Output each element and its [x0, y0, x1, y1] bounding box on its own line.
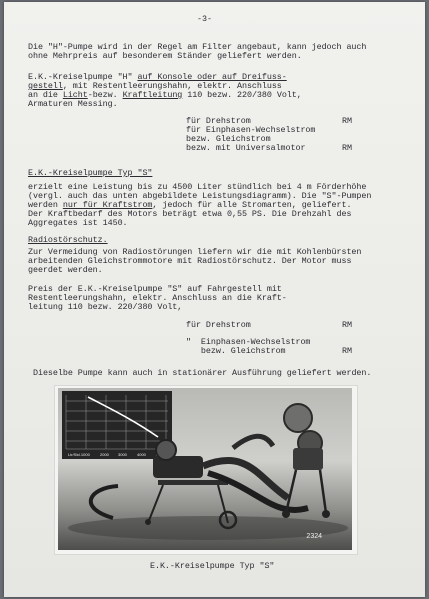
- stationary-note: Dieselbe Pumpe kann auch in stationärer Ausführung geliefert werden.: [33, 368, 372, 378]
- s-price-1-value: RM: [342, 320, 352, 330]
- h-price-1-label: für Drehstrom: [186, 116, 251, 126]
- s-price-2-label: " Einphasen-Wechselstrom: [186, 337, 311, 347]
- h-price-3-label: bezw. Gleichstrom: [186, 134, 271, 144]
- radio-line-2: arbeitenden Gleichstrommotore mit Radiostörschutz. Der Motor muss: [28, 256, 352, 266]
- s-heading: E.K.-Kreiselpumpe Typ "S": [28, 168, 153, 178]
- pump-photo: [58, 388, 352, 550]
- h-console-line-3: an die Licht-bezw. Kraftleitung 110 bezw. 220/380 Volt,: [28, 90, 302, 100]
- s-body-line-1: erzielt eine Leistung bis zu 4500 Liter stündlich bei 4 m Förderhöhe: [28, 182, 367, 192]
- intro-line-2: ohne Mehrpreis auf besonderem Ständer geliefert werden.: [28, 51, 302, 61]
- h-price-2-label: für Einphasen-Wechselstrom: [186, 125, 316, 135]
- h-console-line-2: gestell, mit Restentleerungshahn, elektr. Anschluss: [28, 81, 282, 91]
- h-price-1-value: RM: [342, 116, 352, 126]
- h-price-4-label: bezw. mit Universalmotor: [186, 143, 306, 153]
- s-price-intro-2: Restentleerungshahn, elektr. Anschluss an die Kraft-: [28, 293, 287, 303]
- h-console-line-1: E.K.-Kreiselpumpe "H" auf Konsole oder auf Dreifuss-: [28, 72, 287, 82]
- s-price-3-label: bezw. Gleichstrom: [186, 346, 286, 356]
- s-body-line-3: werden nur für Kraftstrom, jedoch für alle Stromarten, geliefert.: [28, 200, 352, 210]
- photo-number: 2324: [306, 533, 322, 540]
- s-body-line-4: Der Kraftbedarf des Motors beträgt etwa 0,55 PS. Die Drehzahl des: [28, 209, 352, 219]
- radio-heading: Radiostörschutz.: [28, 235, 108, 245]
- s-price-1-label: für Drehstrom: [186, 320, 251, 330]
- chart-tick-1: Ltr/Std.1000: [68, 452, 90, 457]
- s-body-line-5: Aggregates ist 1450.: [28, 218, 128, 228]
- chart-tick-2: 2000: [100, 452, 109, 457]
- s-price-intro-3: leitung 110 bezw. 220/380 Volt,: [28, 302, 183, 312]
- h-console-line-4: Armaturen Messing.: [28, 99, 118, 109]
- pump-illustration: [58, 388, 352, 550]
- s-price-intro-1: Preis der E.K.-Kreiselpumpe "S" auf Fahrgestell mit: [28, 284, 282, 294]
- intro-line-1: Die "H"-Pumpe wird in der Regel am Filter angebaut, kann jedoch auch: [28, 42, 367, 52]
- chart-tick-4: 4000: [137, 452, 146, 457]
- photo-caption: E.K.-Kreiselpumpe Typ "S": [150, 561, 275, 571]
- radio-line-3: geerdet werden.: [28, 265, 103, 275]
- s-body-line-2: (vergl. auch das unten abgebildete Leistungsdiagramm). Die "S"-Pumpen: [28, 191, 372, 201]
- h-price-4-value: RM: [342, 143, 352, 153]
- page-number: -3-: [197, 14, 212, 24]
- s-price-3-value: RM: [342, 346, 352, 356]
- radio-line-1: Zur Vermeidung von Radiostörungen liefern wir die mit Kohlenbürsten: [28, 247, 362, 257]
- chart-tick-3: 3000: [118, 452, 127, 457]
